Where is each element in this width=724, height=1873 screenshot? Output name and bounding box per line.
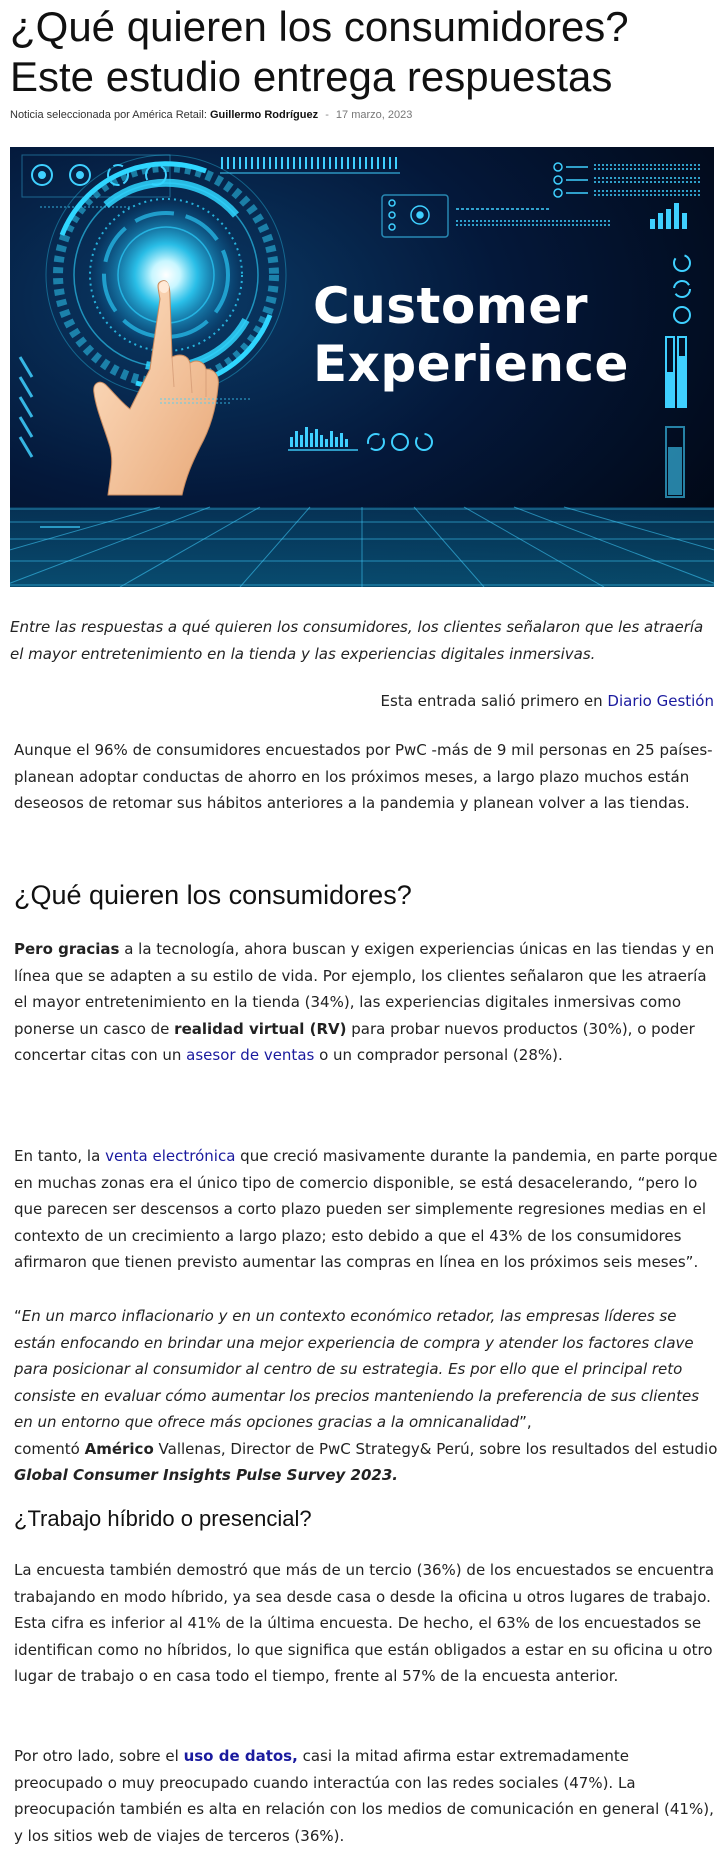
meta-prefix: Noticia seleccionada por América Retail:	[10, 109, 207, 121]
quote-open: “	[14, 1307, 22, 1325]
hero-image	[10, 147, 714, 587]
text-run: comentó	[14, 1439, 85, 1458]
quote-text: En un marco inflacionario y en un contexto económico retador, las empresas líderes se están enfocando en brindar una mejor experiencia de compra y atender los factores clave para posicionar al consumidor al centro de su estrategia. Es por ello que el principal reto consiste en evaluar cómo aumentar los precios manteniendo la preferencia de sus clientes en un entorno que ofrece más opciones gracias a la omnicanalidad	[14, 1307, 700, 1431]
section-heading-hybrid-work: ¿Trabajo híbrido o presencial?	[14, 1506, 312, 1531]
section-heading-consumers: ¿Qué quieren los consumidores?	[14, 880, 412, 910]
link-data-usage[interactable]: uso de datos,	[183, 1747, 298, 1765]
article-meta	[10, 109, 412, 121]
paragraph-data-usage	[14, 1743, 718, 1849]
hero-title	[313, 277, 629, 393]
survey-name: Global Consumer Insights Pulse Survey 2023.	[14, 1466, 398, 1484]
page-title	[10, 2, 710, 102]
meta-separator: -	[325, 109, 329, 121]
text-run: Vallenas, Director de PwC Strategy& Perú, sobre los resultados del estudio	[153, 1439, 718, 1458]
image-caption: Entre las respuestas a qué quieren los consumidores, los clientes señalaron que les atraería el mayor entretenimiento en la tienda y las experiencias digitales inmersivas.	[10, 618, 704, 663]
link-electronic-sales[interactable]: venta electrónica	[105, 1147, 236, 1165]
publish-date: 17 marzo, 2023	[335, 109, 413, 121]
hero-title-line-2: Experience	[313, 335, 629, 393]
floor-grid	[10, 507, 714, 587]
link-sales-advisor[interactable]: asesor de ventas	[186, 1046, 315, 1064]
quote-close: ”,	[519, 1413, 532, 1431]
text-run: casi la mitad afirma estar extremadamente preocupado o muy preocupado cuando interactúa con las redes sociales (47%). La preocupación también es alta en relación con los medios de comunicación en general (41%), y los sitios web de viajes de terceros (36%).	[14, 1747, 714, 1845]
title-line-2: Este estudio entrega respuestas	[10, 53, 613, 100]
text-run: Por otro lado, sobre el	[14, 1747, 184, 1765]
paragraph-ecommerce	[14, 1143, 718, 1276]
text-run: a la tecnología, ahora buscan y exigen experiencias únicas en las tiendas y en línea que se adapten a su estilo de vida. Por ejemplo, los clientes señalaron que les atraería el mayor entretenimiento en la tienda (34%), las experiencias digitales inmersivas como ponerse un casco de	[14, 940, 715, 1038]
source-note	[381, 692, 714, 710]
text-run: que creció masivamente durante la pandemia, en parte porque en muchas zonas era el único tipo de comercio disponible, se está desacelerando, “pero lo que parecen ser descensos a corto plazo pueden ser simplemente regresiones medias en el contexto de un crecimiento a largo plazo; esto debido a que el 43% de los consumidores afirmaron que tienen previsto aumentar las compras en línea en los próximos seis meses”.	[14, 1147, 718, 1271]
bold-phrase: Américo	[84, 1439, 154, 1458]
bold-phrase: Pero gracias	[14, 940, 120, 958]
bold-phrase: realidad virtual (RV)	[174, 1019, 347, 1038]
paragraph-intro: Aunque el 96% de consumidores encuestados por PwC -más de 9 mil personas en 25 países- planean adoptar conductas de ahorro en los próximos meses, a largo plazo muchos están deseosos de retomar sus hábitos anteriores a la pandemia y planean volver a las tiendas.	[14, 741, 713, 812]
hero-title-line-1: Customer	[313, 277, 588, 335]
paragraph-quote	[14, 1303, 718, 1489]
text-run: o un comprador personal (28%).	[314, 1046, 563, 1064]
author-link[interactable]: Guillermo Rodríguez	[209, 109, 319, 121]
source-prefix: Esta entrada salió primero en	[380, 692, 608, 710]
paragraph-technology	[14, 936, 718, 1069]
text-run: En tanto, la	[14, 1147, 106, 1165]
text-run: para probar nuevos productos (30%), o poder concertar citas con un	[14, 1019, 695, 1064]
title-line-1: ¿Qué quieren los consumidores?	[10, 3, 629, 50]
source-link[interactable]: Diario Gestión	[607, 692, 714, 710]
paragraph-hybrid-work: La encuesta también demostró que más de un tercio (36%) de los encuestados se encuentra trabajando en modo híbrido, ya sea desde casa o desde la oficina u otros lugares de trabajo. Esta cifra es inferior al 41% de la última encuesta. De hecho, el 63% de los encuestados se identifican como no híbridos, lo que significa que están obligados a estar en su oficina u otro lugar de trabajo o en casa todo el tiempo, frente al 57% de la encuesta anterior.	[14, 1561, 715, 1685]
